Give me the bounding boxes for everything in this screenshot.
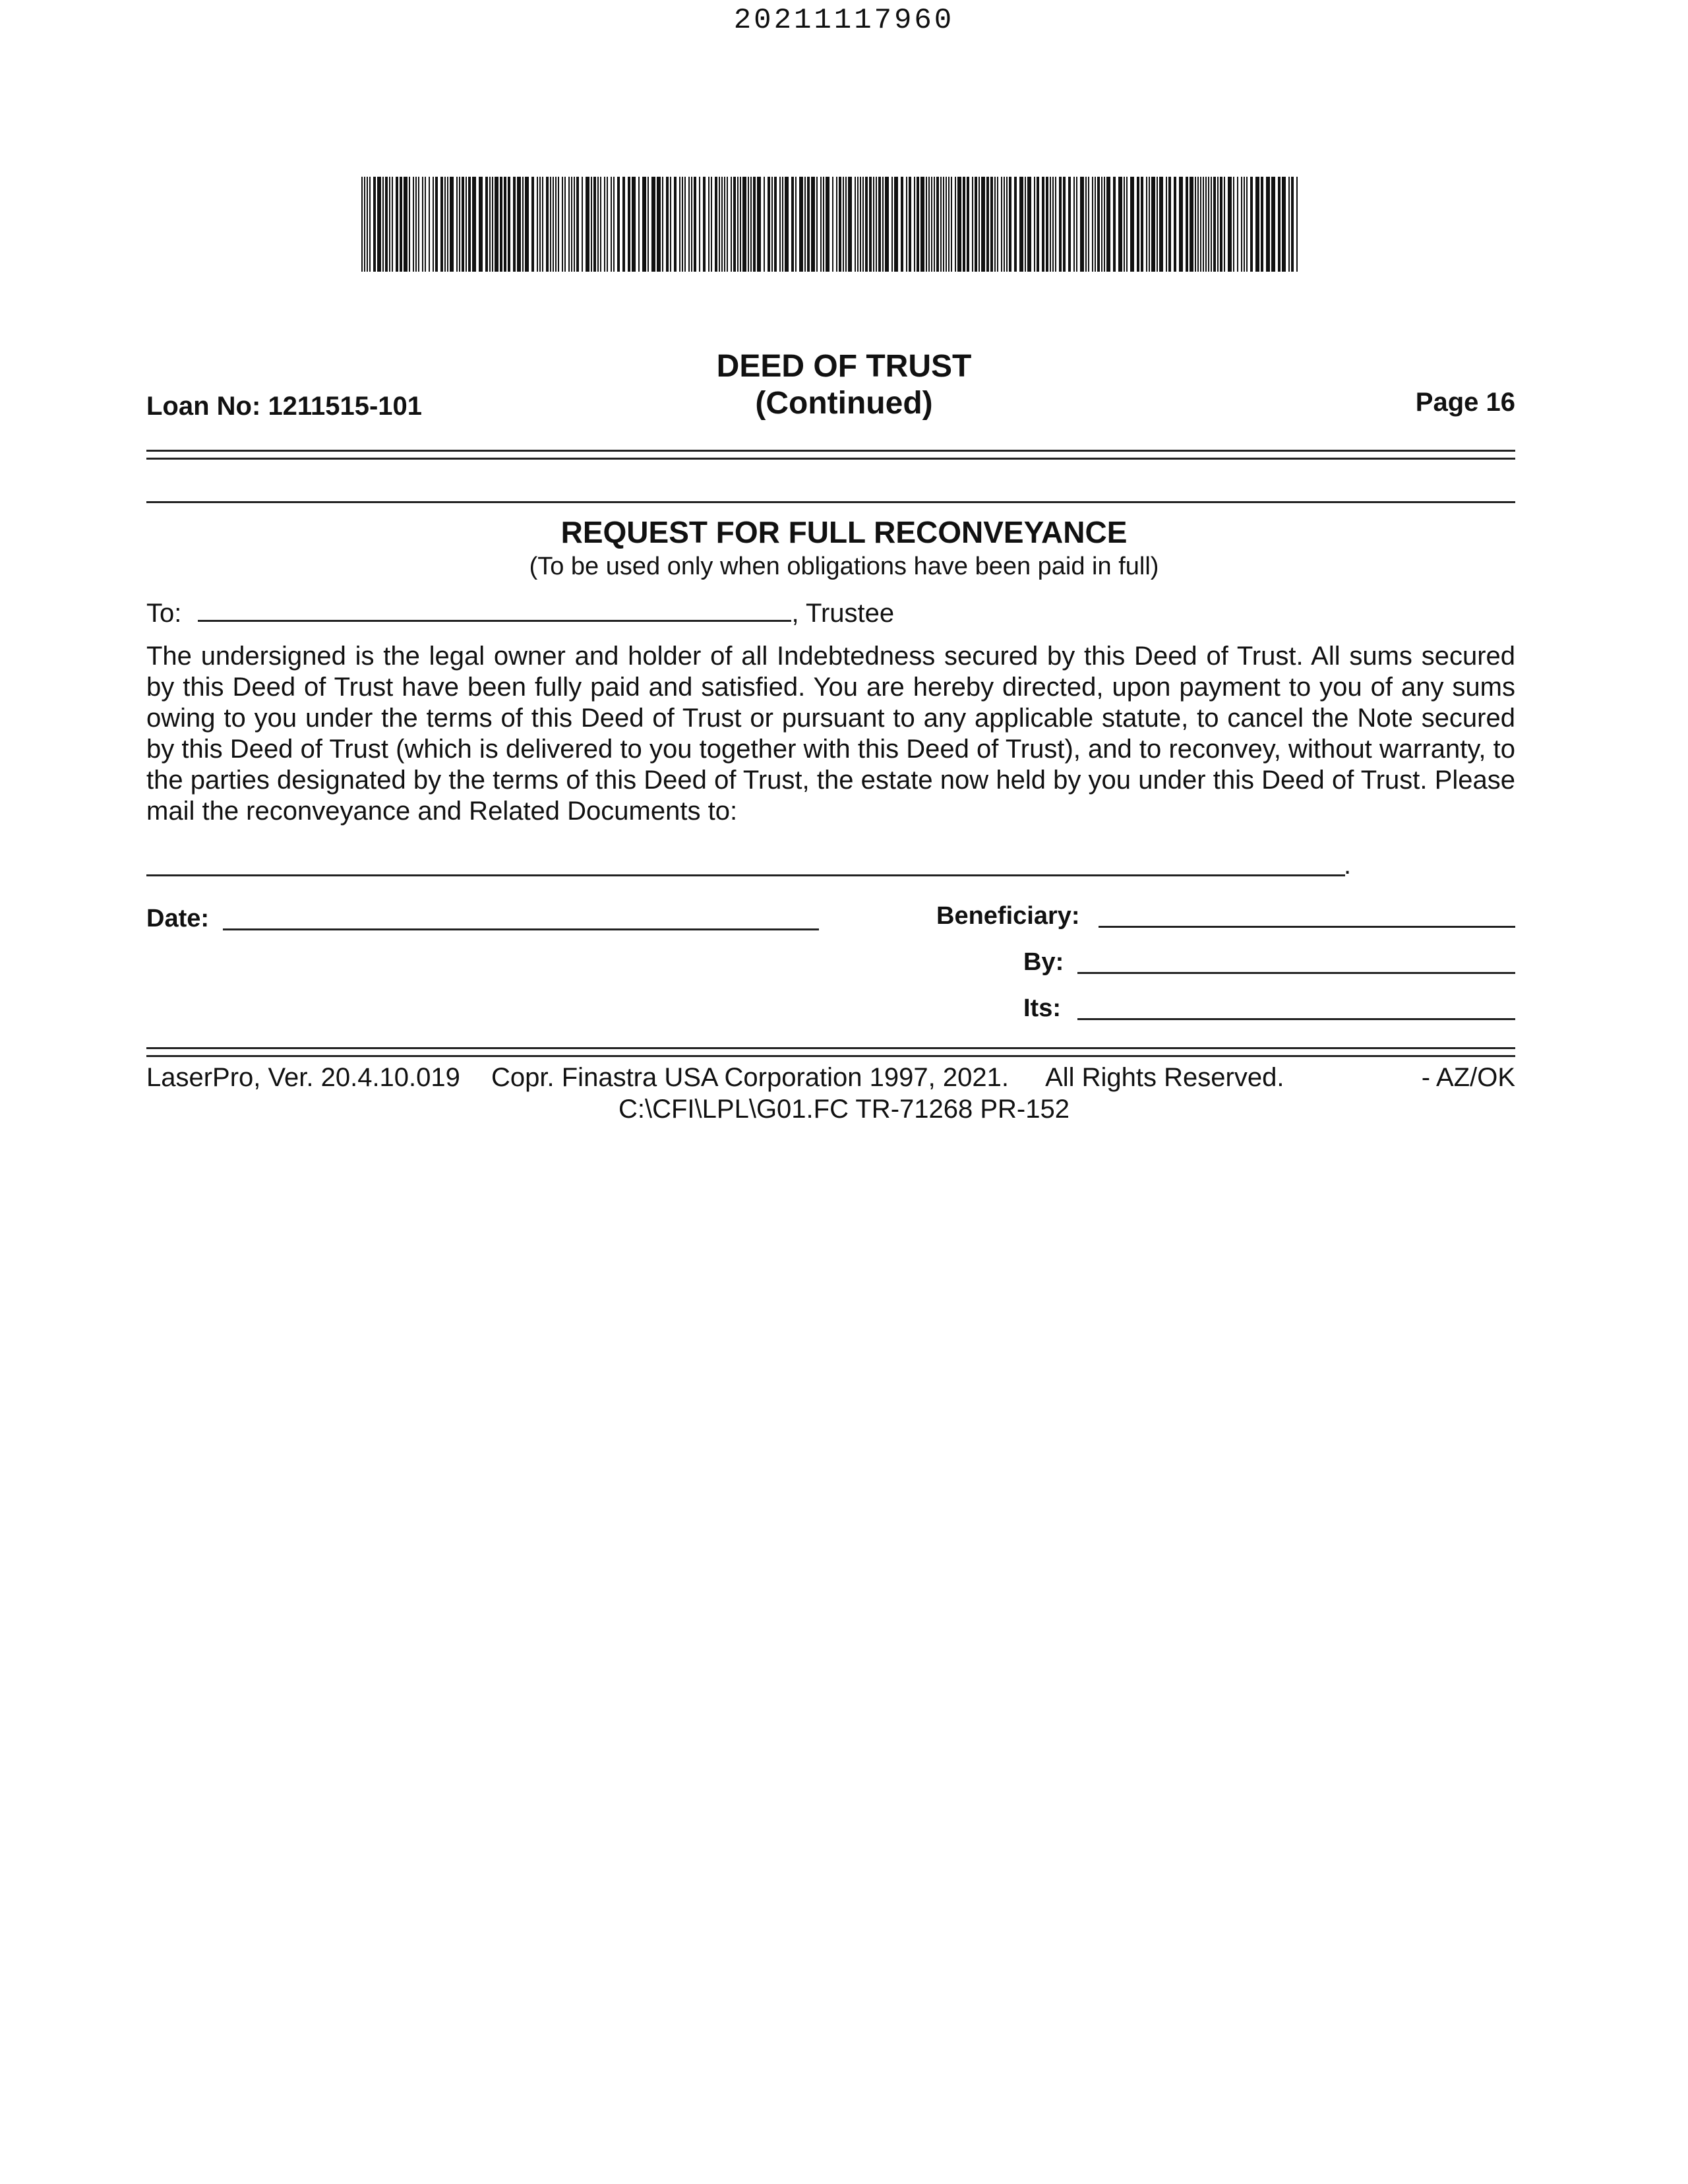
document-title: DEED OF TRUST [716, 349, 972, 384]
request-title: REQUEST FOR FULL RECONVEYANCE [560, 515, 1128, 549]
by-field[interactable] [1077, 972, 1515, 974]
footer-state: - AZ/OK [1421, 1063, 1515, 1092]
footer-rule-top [146, 1047, 1515, 1049]
request-subtitle: (To be used only when obligations have been paid in full) [529, 553, 1159, 580]
header-rule-top [146, 450, 1515, 452]
recording-number: 20211117960 [733, 4, 955, 37]
footer-rule-bottom [146, 1055, 1515, 1057]
mail-to-field[interactable] [146, 874, 1345, 876]
to-label: To: [146, 599, 182, 628]
date-label: Date: [146, 905, 210, 932]
loan-number [146, 392, 422, 421]
document-subtitle: (Continued) [755, 386, 933, 421]
beneficiary-field[interactable] [1099, 926, 1515, 928]
trustee-line [146, 599, 894, 628]
footer-software: LaserPro, Ver. 20.4.10.019 [146, 1063, 460, 1092]
by-label: By: [1023, 948, 1064, 976]
its-label: Its: [1023, 994, 1061, 1022]
barcode-graphic [361, 177, 1298, 272]
beneficiary-label: Beneficiary: [936, 902, 1080, 930]
footer-rights: All Rights Reserved. [1045, 1063, 1284, 1092]
date-field[interactable] [223, 928, 819, 930]
section-rule [146, 501, 1515, 503]
trustee-name-field[interactable] [198, 620, 791, 622]
footer-software-line [146, 1063, 1284, 1093]
request-body: The undersigned is the legal owner and holder of all Indebtedness secured by this Deed of Trust. All sums secured by this Deed of Trust have been fully paid and satisfied. You are hereby directed, upon payment to you of any sums owing to you under the terms of this Deed of Trust or pursuant to any applicable statute, to cancel the Note secured by this Deed of Trust (which is delivered to you together with this Deed of Trust), and to reconvey, without warranty, to the parties designated by the terms of this Deed of Trust, the estate now held by you under this Deed of Trust. Please mail the reconveyance and Related Documents to: [146, 642, 1515, 826]
trustee-suffix: , Trustee [791, 599, 895, 628]
page-number: Page 16 [1415, 388, 1515, 417]
footer-path: C:\CFI\LPL\G01.FC TR-71268 PR-152 [618, 1095, 1070, 1124]
loan-label: Loan No: [146, 392, 261, 421]
header-rule-bottom [146, 458, 1515, 460]
mail-to-period: . [1344, 851, 1352, 880]
loan-value: 1211515-101 [268, 392, 423, 421]
footer-copyright: Copr. Finastra USA Corporation 1997, 2021. [491, 1063, 1009, 1092]
its-field[interactable] [1077, 1018, 1515, 1020]
